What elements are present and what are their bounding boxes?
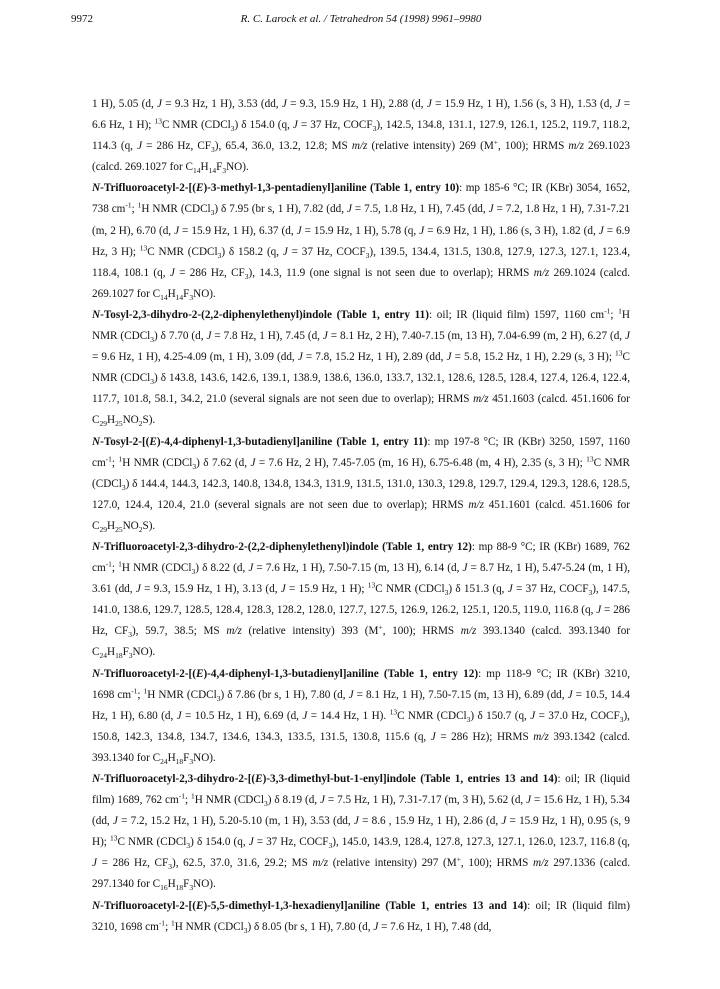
text-segment: = 6.9 Hz, 3 H); [92, 224, 631, 258]
text-segment: J [373, 920, 379, 933]
text-segment: J [281, 98, 287, 110]
compound-name-segment: N [92, 899, 101, 912]
text-segment: ) δ 143.8, 143.6, 142.6, 139.1, 138.9, 138.6, 136.0, 133.7, 132.1, 128.6, 128.5, 128.4, 127.4, 126.4, 122.4, 117.7, 101.8, 58.1, 34.2, 21.0 (several signals are not seen due to overlap); HRMS [92, 372, 631, 406]
text-segment: 1 H), 5.05 (d, [92, 98, 158, 110]
text-segment: 24 [160, 757, 168, 767]
text-segment: = 286 Hz, CF [174, 266, 245, 279]
text-segment: J [320, 794, 325, 807]
compound-name-segment: )-4,4-diphenyl-1,3-butadienyl]aniline (Table 1, entry 12) [203, 667, 479, 680]
text-segment: 3 [189, 883, 194, 893]
text-segment: = 37.0 Hz, COCF [535, 709, 620, 722]
compound-name-segment: -Trifluoroacetyl-2,3-dihydro-2-[( [100, 773, 256, 785]
text-segment: NO [122, 414, 139, 427]
text-segment: : mp 185-6 °C; IR (KBr) 3054, 1652, 738 cm [92, 182, 630, 216]
text-segment: = 8.6 , 15.9 Hz, 1 H), 2.86 (d, [358, 815, 502, 828]
text-segment: H [106, 414, 116, 427]
text-segment: m/z [460, 625, 477, 638]
running-header [71, 10, 651, 28]
text-segment: J [348, 688, 354, 701]
text-segment: NO). [193, 287, 216, 300]
text-segment: + [493, 137, 498, 147]
text-segment: = 6.9 Hz, 1 H), 1.86 (s, 3 H), 1.82 (d, [424, 224, 599, 237]
text-segment: J [296, 224, 302, 237]
text-segment: 3 [189, 293, 194, 303]
text-segment: F [183, 287, 190, 300]
compound-name-segment: )-4,4-diphenyl-1,3-butadienyl]aniline (Table 1, entry 11) [156, 435, 428, 448]
text-segment: ; [165, 920, 171, 933]
text-segment: ), 59.7, 38.5; MS [131, 625, 227, 638]
text-segment: 2 [138, 419, 143, 429]
text-segment: -1 [131, 685, 138, 695]
text-segment: = 15.9 Hz, 1 H), 0.95 (s, 9 H); [92, 815, 630, 849]
compound-name-segment: N [92, 540, 101, 553]
text-segment: = 8.7 Hz, 1 H), 5.47-5.24 (m, 1 H), 3.61 (dd, [92, 562, 631, 596]
compound-paragraph [92, 664, 630, 769]
text-segment: H [167, 878, 176, 891]
text-segment: + [378, 622, 383, 632]
text-segment: = 286 Hz, CF [96, 857, 169, 870]
running-title: R. C. Larock et al. / Tetrahedron 54 (1998) 9961–9980 [240, 13, 482, 25]
compound-paragraph [92, 896, 630, 938]
compound-name-segment: E [195, 667, 204, 680]
text-segment: ; [111, 456, 119, 469]
text-segment: 3 [189, 757, 194, 767]
text-segment: m/z [351, 140, 368, 153]
text-segment: C NMR (CDCl [92, 351, 631, 385]
text-segment: J [248, 562, 254, 575]
text-segment: 13 [586, 453, 594, 463]
compound-name-segment: -Trifluoroacetyl-2-[( [100, 667, 196, 680]
text-segment: ) δ 8.05 (br s, 1 H), 7.80 (d, [247, 920, 374, 933]
text-segment: = 15.6 Hz, 1 H), 5.34 (dd, [92, 794, 631, 828]
text-segment: + [456, 854, 461, 864]
text-segment: C NMR (CDCl [92, 456, 631, 490]
text-segment: NO). [193, 751, 216, 764]
text-segment: = 9.3 Hz, 1 H), 3.53 (dd, [162, 98, 282, 110]
text-segment: (relative intensity) 393 (M [241, 625, 379, 638]
text-segment: J [157, 98, 162, 110]
compound-name-segment: )-5,5-dimethyl-1,3-hexadienyl]aniline (Table 1, entries 13 and 14) [203, 899, 528, 912]
text-segment: F [183, 878, 190, 891]
text-segment: m/z [226, 625, 242, 638]
text-segment: J [446, 351, 452, 364]
text-segment: H NMR (CDCl [194, 794, 264, 807]
text-segment: 13 [139, 242, 148, 252]
compound-paragraph [92, 94, 630, 178]
text-segment: H [167, 287, 176, 300]
text-segment: = 9.3, 15.9 Hz, 1 H), 2.88 (d, [286, 98, 427, 110]
text-segment: ), 62.5, 37.0, 31.6, 29.2; MS [172, 857, 313, 870]
text-segment: J [507, 583, 513, 596]
text-segment: = 14.4 Hz, 1 H). [307, 709, 390, 722]
text-segment: J [462, 562, 468, 575]
text-segment: 13 [389, 706, 398, 716]
text-segment: J [135, 583, 141, 596]
text-segment: H [106, 519, 116, 532]
text-segment: J [250, 456, 256, 469]
text-segment: 3 [588, 588, 593, 598]
text-segment: , 100); HRMS [498, 140, 569, 153]
text-segment: m/z [533, 857, 549, 870]
text-segment: 393.1340 (calcd. 393.1340 for C [92, 625, 631, 659]
text-segment: = 7.5 Hz, 1 H), 7.31-7.17 (m, 3 H), 5.62 (d, [324, 794, 527, 807]
compound-name-segment: N [92, 435, 101, 448]
text-segment: 3 [619, 714, 624, 724]
text-segment: J [346, 203, 352, 216]
text-segment: = 9.6 Hz, 1 H), 4.25-4.09 (m, 1 H), 3.09 (dd, [92, 351, 298, 364]
text-segment: 3 [186, 841, 191, 851]
text-segment: C NMR (CDCl [147, 245, 218, 258]
compound-name-segment: E [149, 435, 157, 448]
text-segment: 13 [154, 116, 162, 126]
text-segment: 13 [367, 580, 376, 590]
text-segment: ) δ 7.70 (d, [154, 330, 207, 343]
text-segment: 1 [170, 917, 175, 927]
compound-name-segment: N [92, 667, 101, 680]
text-segment: m/z [473, 393, 489, 406]
text-segment: 3 [230, 124, 235, 134]
text-segment: m/z [312, 857, 329, 870]
text-segment: 3 [150, 377, 155, 387]
text-segment: -1 [105, 453, 112, 463]
experimental-text [92, 94, 630, 938]
text-segment: J [598, 224, 604, 237]
text-segment: 1 [618, 306, 622, 316]
text-segment: 3 [128, 651, 133, 661]
text-segment: F [122, 646, 129, 659]
text-segment: 3 [372, 124, 377, 134]
text-segment: : oil; IR (liquid film) 1689, 762 cm [92, 773, 630, 807]
text-segment: C NMR (CDCl [375, 583, 445, 596]
text-segment: J [206, 330, 212, 343]
text-segment: 3 [222, 166, 227, 176]
page-number: 9972 [71, 13, 93, 25]
text-segment: 29 [99, 419, 107, 429]
compound-name-segment: N [92, 773, 101, 785]
text-segment: : oil; IR (liquid film) 1597, 1160 cm [428, 308, 605, 321]
text-segment: ) δ 8.19 (d, [267, 794, 320, 807]
text-segment: 393.1342 (calcd. 393.1340 for C [92, 730, 630, 764]
text-segment: J [280, 583, 286, 596]
text-segment: = 37 Hz, COCF [297, 119, 373, 132]
text-segment: ) δ 7.62 (d, [196, 456, 251, 469]
text-segment: m/z [533, 266, 550, 279]
text-segment: H NMR (CDCl [141, 203, 211, 216]
compound-paragraph [92, 769, 630, 896]
text-segment: : oil; IR (liquid film) 3210, 1698 cm [92, 899, 630, 933]
compound-name-segment: -Trifluoroacetyl-2-[( [100, 899, 196, 912]
text-segment: J [353, 815, 359, 828]
text-segment: J [501, 815, 507, 828]
text-segment: 13 [615, 348, 623, 358]
text-segment: ) δ 150.7 (q, [470, 709, 531, 722]
text-segment: J [567, 688, 573, 701]
text-segment: 3 [192, 461, 197, 471]
compound-name-segment: -Tosyl-2,3-dihydro-2-(2,2-diphenylethenyl)indole (Table 1, entry 11) [100, 308, 429, 321]
compound-name-segment: )-3-methyl-1,3-pentadienyl]aniline (Table 1, entry 10) [203, 182, 460, 195]
text-segment: 1 [143, 685, 148, 695]
text-segment: J [169, 266, 175, 279]
text-segment: 29 [99, 525, 107, 535]
compound-paragraph [92, 305, 630, 432]
text-segment: 297.1336 (calcd. 297.1340 for C [92, 857, 630, 891]
text-segment: ) δ 7.95 (br s, 1 H), 7.82 (dd, [214, 203, 347, 216]
text-segment: 25 [115, 419, 123, 429]
text-segment: 3 [211, 145, 215, 155]
text-segment: NO). [226, 161, 249, 174]
text-segment: J [426, 98, 432, 110]
text-segment: C NMR (CDCl [161, 119, 231, 132]
text-segment: ) δ 154.0 (q, [234, 119, 293, 132]
text-segment: = 286 Hz, CF [142, 140, 212, 153]
text-segment: (relative intensity) 269 (M [367, 140, 494, 153]
text-segment: 3 [191, 567, 196, 577]
text-segment: -1 [158, 917, 166, 927]
text-segment: = 37 Hz, COCF [512, 583, 589, 596]
text-segment: 3 [263, 799, 268, 809]
compound-name-segment: E [195, 182, 204, 195]
text-segment: = 37 Hz, COCF [287, 245, 366, 258]
text-segment: = 7.5, 1.8 Hz, 1 H), 7.45 (dd, [351, 203, 489, 216]
text-segment: ) δ 8.22 (d, [195, 562, 249, 575]
text-segment: m/z [568, 140, 584, 153]
text-segment: = 10.5 Hz, 1 H), 6.69 (d, [181, 709, 303, 722]
text-segment: J [419, 224, 425, 237]
text-segment: NO). [193, 878, 216, 891]
text-segment: = 7.8 Hz, 1 H), 7.45 (d, [211, 330, 323, 343]
text-segment: 451.1601 (calcd. 451.1606 for C [92, 498, 630, 532]
text-segment: 1 [118, 559, 122, 569]
text-segment: 14 [192, 166, 201, 176]
text-segment: 25 [115, 525, 123, 535]
text-segment: ), 65.4, 36.0, 13.2, 12.8; MS [214, 140, 352, 153]
text-segment: = 37 Hz, COCF [253, 836, 329, 849]
text-segment: J [248, 836, 254, 849]
text-segment: C NMR (CDCl [117, 836, 187, 849]
text-segment: = 7.8, 15.2 Hz, 1 H), 2.89 (dd, [302, 351, 447, 364]
text-segment: 451.1603 (calcd. 451.1606 for C [92, 393, 630, 427]
text-segment: : mp 118-9 °C; IR (KBr) 3210, 1698 cm [92, 667, 630, 701]
text-segment: J [137, 140, 143, 153]
text-segment: = 7.2, 15.2 Hz, 1 H), 5.20-5.10 (m, 1 H), 3.53 (dd, [117, 815, 354, 828]
text-segment: J [625, 330, 630, 343]
text-segment: 13 [109, 833, 118, 843]
text-segment: : mp 197-8 °C; IR (KBr) 3250, 1597, 1160 cm [92, 435, 630, 469]
text-segment: J [615, 98, 621, 110]
text-segment: = 286 Hz); HRMS [435, 730, 534, 743]
text-segment: J [530, 709, 536, 722]
text-segment: NO). [132, 646, 156, 659]
text-segment: (relative intensity) 297 (M [328, 857, 457, 870]
text-segment: 3 [128, 630, 132, 640]
text-segment: H NMR (CDCl [147, 688, 217, 701]
text-segment: J [92, 857, 97, 870]
compound-name-segment: )-3,3-dimethyl-but-1-enyl]indole (Table 1, entries 13 and 14) [262, 773, 558, 785]
text-segment: : mp 88-9 °C; IR (KBr) 1689, 762 cm [92, 540, 630, 575]
text-segment: = 7.6 Hz, 2 H), 7.45-7.05 (m, 16 H), 6.75-6.48 (m, 4 H), 2.35 (s, 3 H); [255, 456, 587, 469]
text-segment: 3 [328, 841, 333, 851]
text-segment: 24 [99, 651, 107, 661]
text-segment: 18 [115, 651, 123, 661]
text-segment: ), 14.3, 11.9 (one signal is not seen due to overlap); HRMS [248, 266, 534, 279]
text-segment: J [297, 351, 303, 364]
text-segment: J [174, 224, 180, 237]
text-segment: = 286 Hz, CF [92, 604, 630, 638]
text-segment: H NMR (CDCl [122, 456, 193, 469]
text-segment: ; [131, 203, 138, 216]
text-segment: ; [111, 562, 119, 575]
text-segment: = 7.6 Hz, 1 H), 7.50-7.15 (m, 13 H), 6.14 (d, [253, 562, 463, 575]
text-segment: 14 [208, 166, 217, 176]
text-segment: J [596, 604, 602, 617]
text-segment: 3 [216, 693, 221, 703]
text-segment: 16 [160, 883, 168, 893]
text-segment: ; [184, 794, 191, 807]
text-segment: , 100); HRMS [382, 625, 461, 638]
text-segment: H NMR (CDCl [121, 562, 192, 575]
text-segment: -1 [105, 559, 112, 569]
text-segment: = 10.5, 14.4 Hz, 1 H), 6.80 (d, [92, 688, 630, 722]
text-segment: = 7.6 Hz, 1 H), 7.48 (dd, [378, 920, 492, 933]
text-segment: = 15.9 Hz, 1 H), 6.37 (d, [179, 224, 297, 237]
compound-paragraph [92, 178, 630, 305]
text-segment: ; [137, 688, 144, 701]
text-segment: C NMR (CDCl [397, 709, 467, 722]
text-segment: ) δ 151.3 (q, [448, 583, 508, 596]
text-segment: -1 [604, 306, 611, 316]
text-segment: J [430, 730, 436, 743]
compound-name-segment: N [92, 308, 101, 321]
text-segment: = 15.9 Hz, 1 H); [285, 583, 368, 596]
text-segment: 14 [175, 293, 184, 303]
text-segment: F [216, 161, 223, 174]
text-segment: 3 [444, 588, 449, 598]
text-segment: 3 [150, 335, 155, 345]
text-segment: J [488, 203, 494, 216]
compound-name-segment: -Trifluoroacetyl-2,3-dihydro-2-(2,2-diphenylethenyl)indole (Table 1, entry 12) [100, 540, 472, 553]
text-segment: = 15.9 Hz, 1 H), 5.78 (q, [301, 224, 420, 237]
text-segment: 3 [365, 250, 370, 260]
text-segment: ), 142.5, 134.8, 131.1, 127.9, 126.1, 125.2, 119.7, 118.2, 114.3 (q, [92, 119, 630, 153]
text-segment: 3 [121, 482, 126, 492]
text-segment: H [200, 161, 209, 174]
compound-name-segment: E [195, 899, 204, 912]
text-segment: = 8.1 Hz, 2 H), 7.40-7.15 (m, 13 H), 7.04-6.99 (m, 2 H), 6.27 (d, [327, 330, 626, 343]
text-segment: m/z [468, 498, 484, 511]
text-segment: 18 [175, 883, 184, 893]
text-segment: ) δ 144.4, 144.3, 142.3, 140.8, 134.8, 134.3, 131.9, 131.5, 131.0, 130.3, 129.8, 129.7, 129.4, 129.3, 128.6, 128.5, 127.0, 124.4, 120.4, 21.0 (several signals are not seen due to overlap); HRMS [92, 477, 630, 511]
text-segment: J [526, 794, 532, 807]
text-segment: J [112, 815, 118, 828]
text-segment: H [106, 646, 116, 659]
text-segment: J [292, 119, 298, 132]
text-segment: ; [610, 308, 619, 321]
text-segment: 18 [175, 757, 184, 767]
text-segment: 3 [168, 862, 172, 872]
text-segment: J [302, 709, 308, 722]
text-segment: ), 139.5, 134.4, 131.5, 130.8, 127.9, 127.3, 127.1, 123.4, 118.4, 108.1 (q, [92, 245, 630, 279]
text-segment: -1 [178, 791, 185, 801]
text-segment: 269.1023 (calcd. 269.1027 for C [92, 140, 630, 174]
text-segment: ) δ 154.0 (q, [190, 836, 249, 849]
text-segment: = 6.6 Hz, 1 H); [92, 98, 631, 132]
text-segment: 14 [160, 293, 168, 303]
compound-name-segment: E [255, 773, 263, 785]
compound-name-segment: N [92, 182, 101, 195]
text-segment: F [183, 751, 190, 764]
text-segment: 2 [138, 525, 143, 535]
text-segment: = 5.8, 15.2 Hz, 1 H), 2.29 (s, 3 H); [451, 351, 616, 364]
text-segment: ), 145.0, 143.9, 128.4, 127.8, 127.3, 127.1, 126.0, 123.7, 116.8 (q, [332, 836, 630, 849]
compound-name-segment: -Trifluoroacetyl-2-[( [100, 182, 196, 195]
compound-paragraph [92, 432, 630, 537]
text-segment: J [282, 245, 288, 258]
text-segment: m/z [533, 730, 549, 743]
text-segment: = 15.9 Hz, 1 H), 1.56 (s, 3 H), 1.53 (d, [431, 98, 616, 110]
text-segment: = 8.1 Hz, 1 H), 7.50-7.15 (m, 13 H), 6.89 (dd, [353, 688, 568, 701]
text-segment: 3 [244, 271, 249, 281]
text-segment: -1 [125, 200, 132, 210]
text-segment: = 7.2, 1.8 Hz, 1 H), 7.31-7.21 (m, 2 H), 6.70 (d, [92, 203, 631, 237]
text-segment: 3 [217, 250, 222, 260]
text-segment: NO [122, 519, 139, 532]
text-segment: 1 [190, 791, 195, 801]
text-segment: , 100); HRMS [460, 857, 534, 870]
text-segment: J [322, 330, 328, 343]
text-segment: H NMR (CDCl [174, 920, 244, 933]
text-segment: ) δ 158.2 (q, [221, 245, 283, 258]
text-segment: S). [142, 519, 156, 532]
text-segment: ), 147.5, 141.0, 138.6, 129.7, 128.5, 128.4, 128.3, 128.2, 128.0, 127.7, 127.5, 126.9, 126.2, 125.1, 120.5, 119.0, 116.8 (q, [92, 583, 630, 617]
text-segment: 1 [137, 200, 142, 210]
text-segment: = 9.3, 15.9 Hz, 1 H), 3.13 (d, [140, 583, 281, 596]
compound-paragraph [92, 537, 630, 664]
text-segment: S). [142, 414, 156, 427]
text-segment: ), 150.8, 142.3, 134.8, 134.7, 134.6, 134.3, 133.5, 131.5, 130.8, 115.6 (q, [92, 709, 630, 743]
text-segment: 269.1024 (calcd. 269.1027 for C [92, 266, 631, 300]
text-segment: 1 [118, 453, 123, 463]
text-segment: H [167, 751, 176, 764]
text-segment: 3 [210, 208, 215, 218]
text-segment: J [176, 709, 182, 722]
text-segment: 3 [243, 925, 248, 935]
text-segment: ) δ 7.86 (br s, 1 H), 7.80 (d, [220, 688, 349, 701]
text-segment: 3 [466, 714, 471, 724]
text-segment: H NMR (CDCl [92, 308, 630, 343]
compound-name-segment: -Tosyl-2-[( [100, 435, 150, 448]
